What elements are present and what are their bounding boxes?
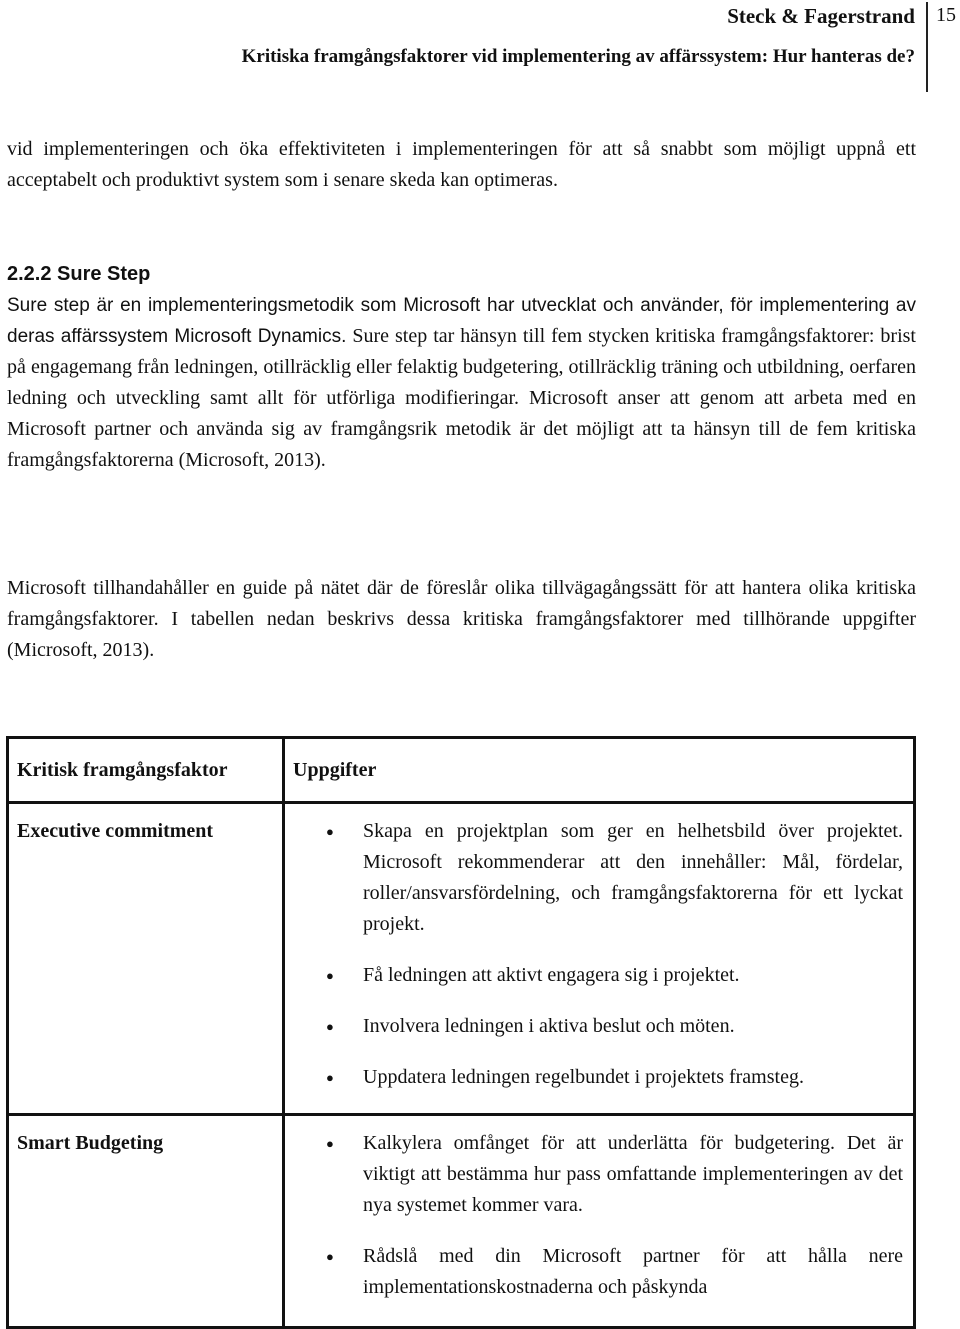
task-item: ● Uppdatera ledningen regelbundet i projektets framsteg. xyxy=(285,1062,903,1093)
section-heading: 2.2.2 Sure Step xyxy=(7,263,151,285)
paragraph-continuation: vid implementeringen och öka effektiviteten i implementeringen för att så snabbt som möjligt uppnå ett acceptabelt och produktivt system som i senare skeda kan optimeras. xyxy=(7,138,916,191)
task-item: ● Involvera ledningen i aktiva beslut och möten. xyxy=(285,1011,903,1042)
task-item: ● Få ledningen att aktivt engagera sig i projektet. xyxy=(285,960,903,991)
section-text-serif-2: Microsoft anser att genom att arbeta med en Microsoft partner och använda sig av framgångsrik metodik är det möjligt att ta hänsyn till de fem kritiska framgångsfaktorerna (Microsoft, 2013). xyxy=(7,387,916,471)
paragraph-guide: Microsoft tillhandahåller en guide på nätet där de föreslår olika tillvägagångssätt för att hantera olika kritiska framgångsfaktorer. I tabellen nedan beskrivs dessa kritiska framgångsfaktorer med tillhörande uppgifter (Microsoft, 2013). xyxy=(7,577,916,661)
header-title: Kritiska framgångsfaktorer vid implementering av affärssystem: Hur hanteras de? xyxy=(241,46,915,67)
section-sure-step xyxy=(7,259,916,476)
task-list xyxy=(285,804,913,1093)
section-text-serif: Sure step tar hänsyn till fem stycken kritiska framgångsfaktorer: brist på engagemang från ledningen, otillräcklig eller felaktig budgetering, otillräcklig träning och utbildning, oerfaren ledning och utveckling samt allt för utförliga modifieringar. xyxy=(7,325,916,409)
page-header xyxy=(0,0,960,95)
task-list xyxy=(285,1116,913,1303)
task-item: ● Kalkylera omfånget för att underlätta för budgetering. Det är viktigt att bestämma hur pass omfattande implementeringen av det nya systemet kommer vara. xyxy=(285,1128,903,1221)
section-text-sans: Sure step är en implementeringsmetodik som Microsoft har utvecklat och använder, för implementering av deras affärssystem Microsoft Dynamics. xyxy=(7,295,916,347)
table-header-factor: Kritisk framgångsfaktor xyxy=(8,738,284,803)
page-number: 15 xyxy=(936,4,956,26)
factor-name: Executive commitment xyxy=(17,820,214,842)
header-authors: Steck & Fagerstrand xyxy=(727,4,915,28)
task-item: ● Rådslå med din Microsoft partner för att hålla nere implementationskostnaderna och påskynda xyxy=(285,1241,903,1303)
critical-factors-table xyxy=(6,736,916,1329)
table-row xyxy=(8,803,915,1115)
factor-name: Smart Budgeting xyxy=(17,1132,164,1154)
header-divider xyxy=(926,2,928,92)
table-header-row xyxy=(8,738,915,803)
task-item: ● Skapa en projektplan som ger en helhetsbild över projektet. Microsoft rekommenderar att den innehåller: Mål, fördelar, roller/ansvarsfördelning, och framgångsfaktorerna för ett lyckat projekt. xyxy=(285,816,903,940)
table-row xyxy=(8,1115,915,1328)
table-header-tasks: Uppgifter xyxy=(284,738,915,803)
